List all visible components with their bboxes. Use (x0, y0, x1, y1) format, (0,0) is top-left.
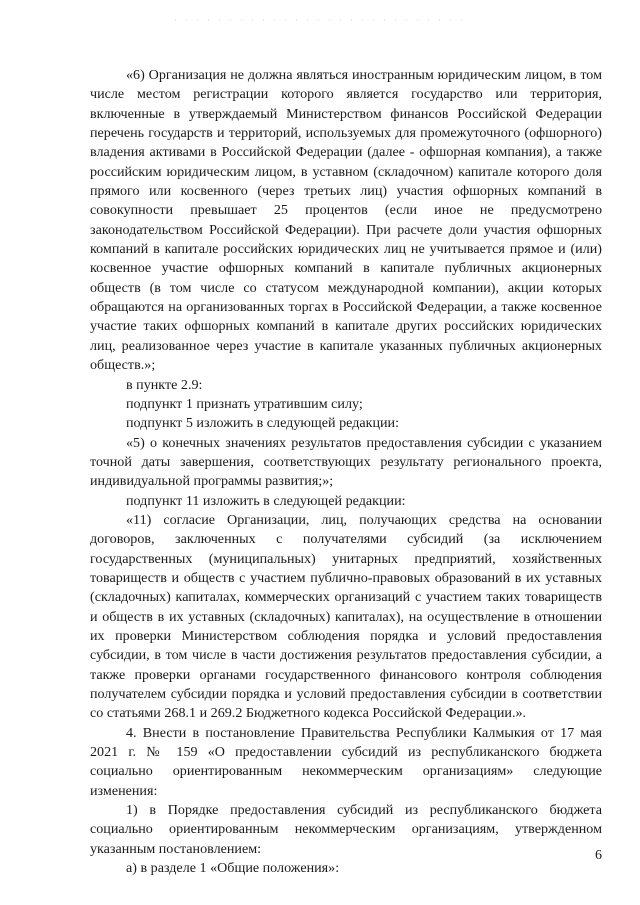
paragraph-item-4: 4. Внести в постановление Правительства Республики Калмыкия от 17 мая 2021 г. № 159 «О предоставлении субсидий из республиканского бюджета социально ориентированным некоммерческим организациям» следующие изменения: (90, 724, 602, 799)
document-body (90, 66, 602, 878)
scan-artifact-dots (170, 18, 470, 22)
paragraph-subclause-5-text: «5) о конечных значениях результатов предоставления субсидии с указанием точной даты завершения, соответствующих результату регионального проекта, индивидуальной программы развития;»; (90, 434, 602, 490)
paragraph-offshore-condition: «6) Организация не должна являться иностранным юридическим лицом, в том числе местом регистрации которого является государство или территория, включенные в утверждаемый Министерством финансов Российской Федерации перечень государств и территорий, используемых для промежуточного (офшорного) владения активами в Российской Федерации (далее - офшорная компания), а также российским юридическим лицом, в уставном (складочном) капитале которого доля прямого или косвенного (через третьих лиц) участия офшорных компаний в совокупности превышает 25 процентов (если иное не предусмотрено законодательством Российской Федерации). При расчете доли участия офшорных компаний в капитале российских юридических лиц не учитывается прямое и (или) косвенное участие офшорных компаний в капитале публичных акционерных обществ (в том числе со статусом международной компании), акции которых обращаются на организованных торгах в Российской Федерации, а также косвенное участие таких офшорных компаний в капитале других российских юридических лиц, реализованное через участие в капитале указанных публичных акционерных обществ.»; (90, 67, 602, 374)
page-number: 6 (595, 848, 602, 863)
paragraph-item-4-1: 1) в Порядке предоставления субсидий из республиканского бюджета социально ориентированным некоммерческим организациям, утвержденном указанным постановлением: (90, 802, 602, 857)
paragraph-subclause-11-intro: подпункт 11 изложить в следующей редакции: (126, 492, 406, 509)
paragraph-clause-2-9: в пункте 2.9: (126, 376, 203, 393)
paragraph-subclause-5-intro: подпункт 5 изложить в следующей редакции: (126, 415, 400, 432)
paragraph-subclause-11-text: «11) согласие Организации, лиц, получающих средства на основании договоров, заключенных с получателями субсидий (за исключением государственных (муниципальных) унитарных предприятий, хозяйственных товариществ и обществ с участием публично-правовых образований в их уставных (складочных) капиталах, коммерческих организаций с участием таких товариществ и обществ в их уставных (складочных) капиталах), на осуществление в отношении их проверки Министерством соблюдения порядка и условий предоставления субсидии, в том числе в части достижения результатов предоставления субсидии, а также проверки органами государственного финансового контроля соблюдения получателем субсидии порядка и условий предоставления субсидии в соответствии со статьями 268.1 и 269.2 Бюджетного кодекса Российской Федерации.». (90, 511, 602, 722)
paragraph-subclause-1: подпункт 1 признать утратившим силу; (126, 395, 363, 412)
paragraph-item-4-1-a: а) в разделе 1 «Общие положения»: (126, 860, 340, 877)
